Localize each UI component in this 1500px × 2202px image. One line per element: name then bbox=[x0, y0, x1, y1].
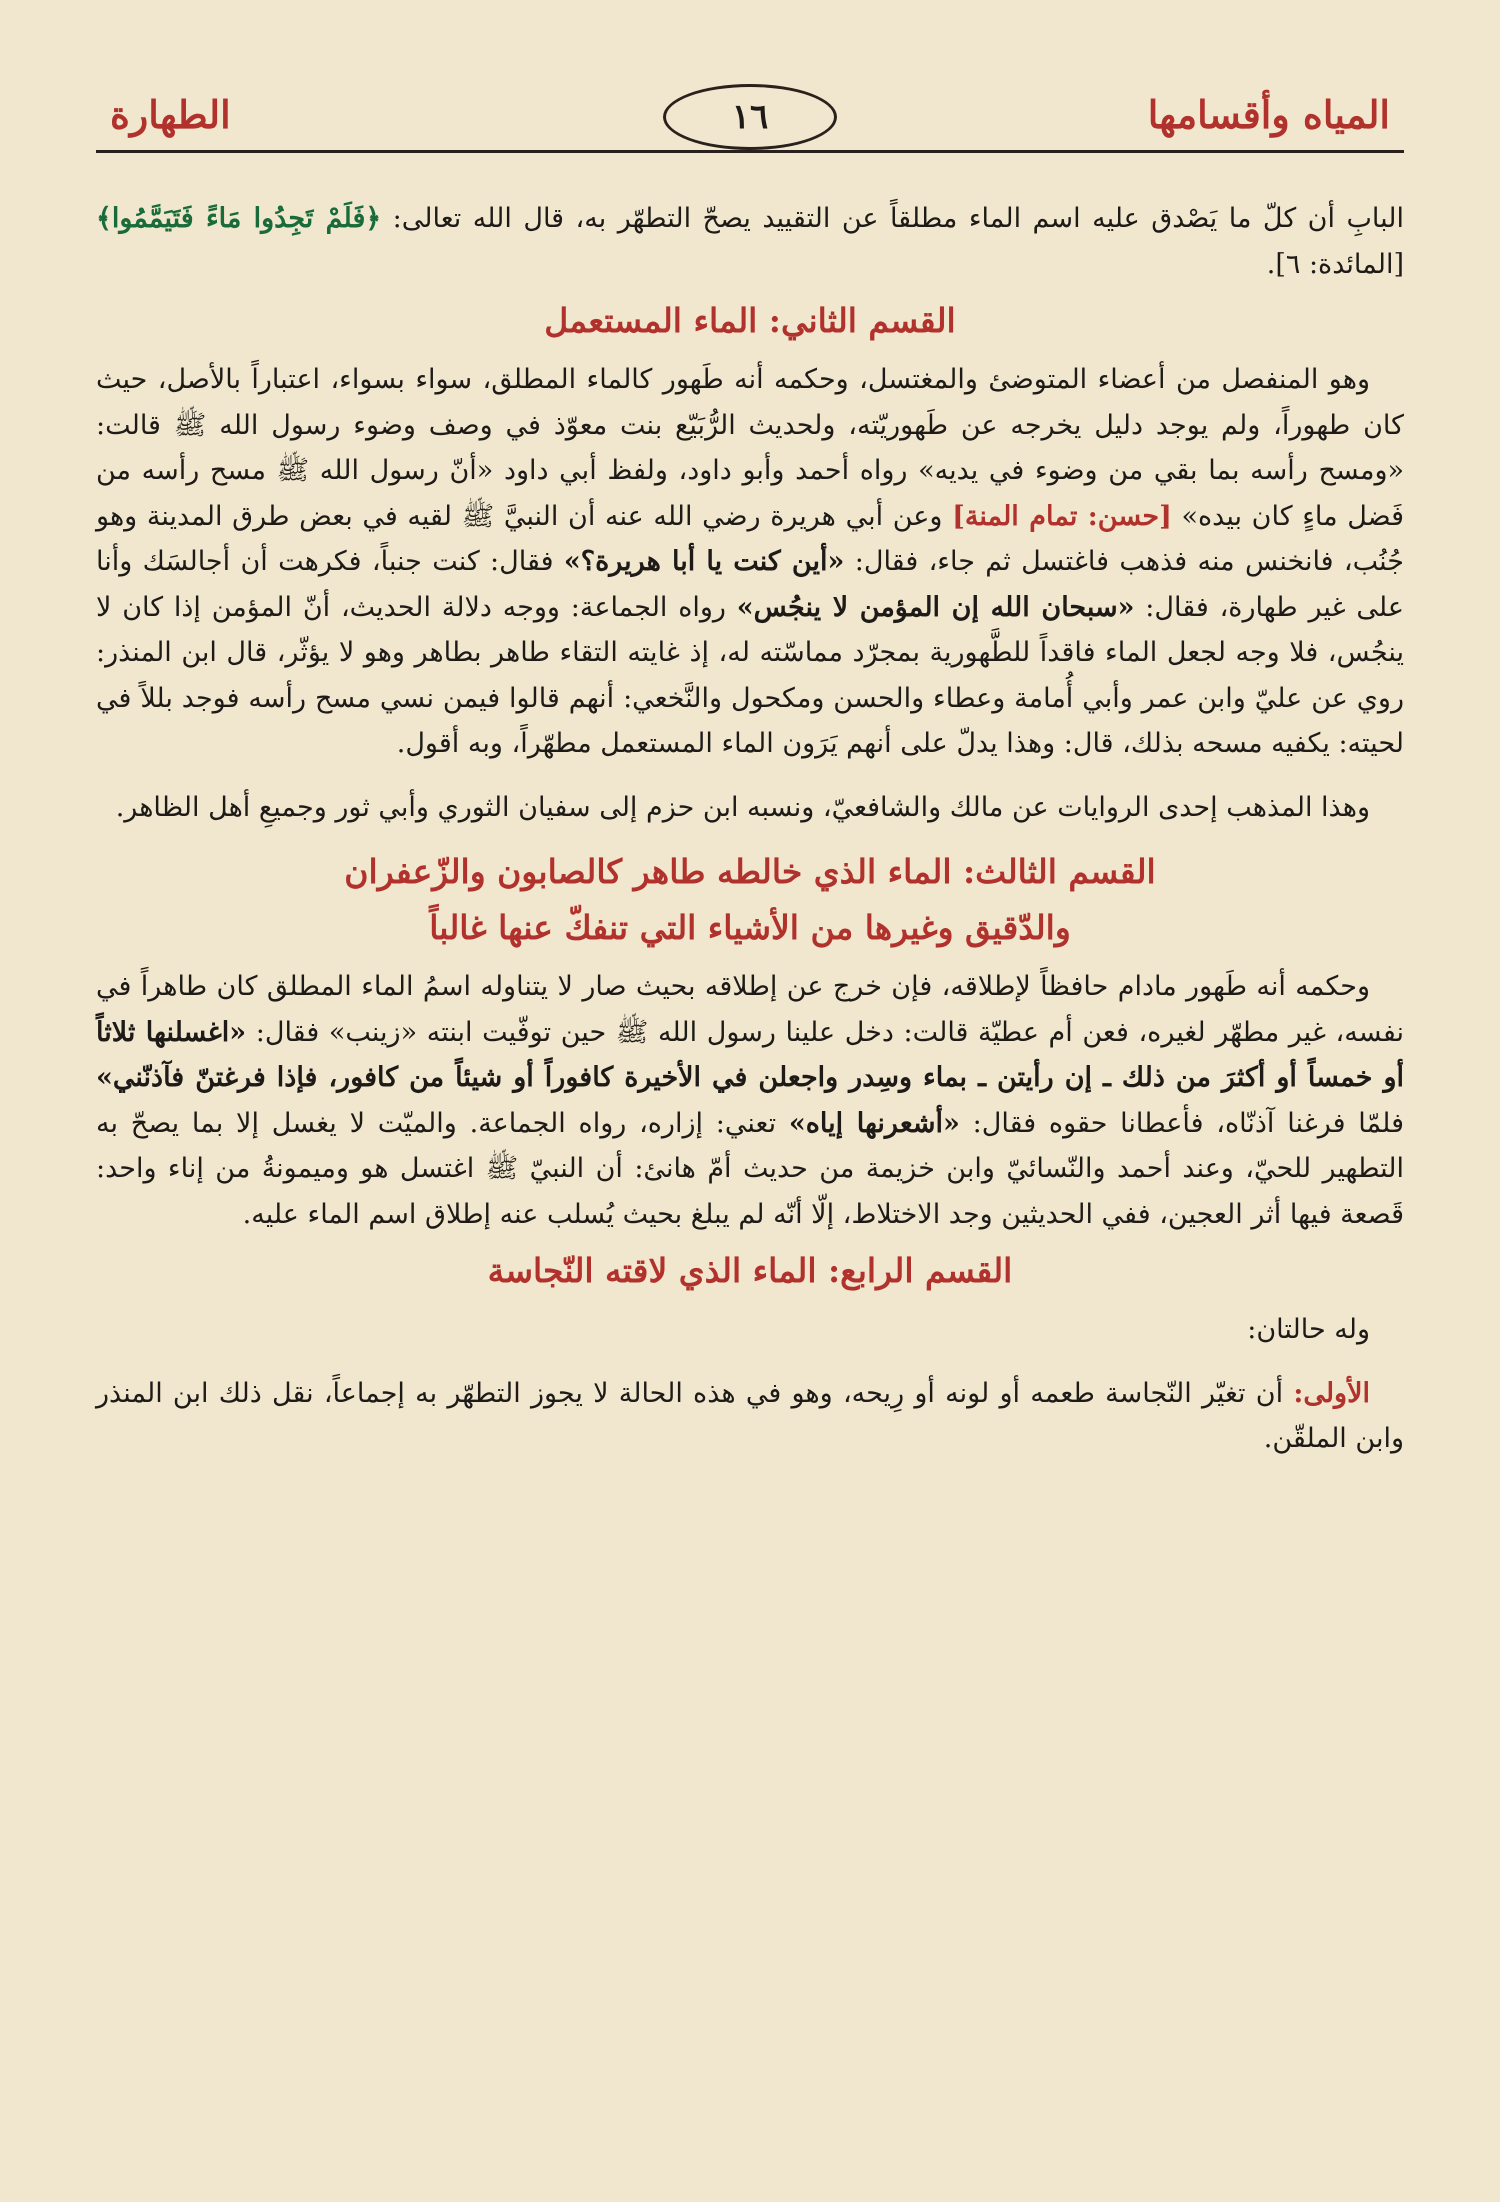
hadith-quote-4: «أشعرنها إياه» bbox=[788, 1107, 960, 1139]
hadith-quote-3: «اغسلنها ثلاثاً أو خمساً أو أكثرَ من ذلك ـ إن رأيتن ـ بماء وسِدر واجعلن في الأخيرة كافوراً أو شيئاً من كافور، فإذا فرغتنّ فآذنّني» bbox=[96, 1016, 1404, 1093]
paragraph-4-c: تعني: إزاره، رواه الجماعة. والميّت لا يغسل إلا بما يصحّ به التطهير للحيّ، وعند أحمد والنّسائيّ وابن خزيمة من حديث أمّ هانئ: أن النبيّ ﷺ اغتسل هو وميمونةُ من إناء واحد: قَصعة فيها أثر العجين، ففي الحديثين وجد الاختلاط، إلّا أنّه لم يبلغ بحيث يُسلب عنه إطلاق اسم الماء عليه. bbox=[96, 1107, 1404, 1230]
page-body bbox=[96, 196, 1404, 1462]
paragraph-6 bbox=[96, 1371, 1404, 1462]
paragraph-5: وله حالتان: bbox=[1247, 1314, 1370, 1345]
paragraph-1-text: البابِ أن كلّ ما يَصْدق عليه اسم الماء مطلقاً عن التقييد يصحّ التطهّر به، قال الله تعالى: bbox=[392, 203, 1404, 234]
section-heading-3-line-2: والدّقيق وغيرها من الأشياء التي تنفكّ عنها غالباً bbox=[429, 908, 1071, 947]
page-number: ١٦ bbox=[663, 84, 837, 150]
section-heading-3 bbox=[96, 844, 1404, 956]
paragraph-1 bbox=[96, 196, 1404, 287]
header-divider bbox=[96, 150, 1404, 153]
paragraph-4-b: فلمّا فرغنا آذنّاه، فأعطانا حقوه فقال: bbox=[959, 1107, 1404, 1139]
section-heading-4: القسم الرابع: الماء الذي لاقته النّجاسة bbox=[487, 1251, 1013, 1290]
paragraph-4 bbox=[96, 964, 1404, 1237]
page-header bbox=[110, 92, 1390, 148]
hadith-quote-1: «أين كنت يا أبا هريرة؟» bbox=[563, 546, 845, 577]
verse-reference: [المائدة: ٦]. bbox=[1266, 248, 1404, 280]
hadith-grading: [حسن: تمام المنة] bbox=[952, 500, 1172, 532]
hadith-quote-2: «سبحان الله إن المؤمن لا ينجُس» bbox=[736, 591, 1135, 623]
quran-verse: ﴿فَلَمْ تَجِدُوا مَاءً فَتَيَمَّمُوا﴾ bbox=[96, 203, 382, 234]
case-label-first: الأولى: bbox=[1293, 1377, 1370, 1409]
paragraph-2-b: وعن أبي هريرة رضي الله عنه أن النبيَّ ﷺ لقيه في بعض طرق المدينة وهو جُنُب، فانخنس منه فذهب فاغتسل ثم جاء، فقال: bbox=[96, 500, 1404, 577]
paragraph-6-text: أن تغيّر النّجاسة طعمه أو لونه أو رِيحه، وهو في هذه الحالة لا يجوز التطهّر به إجماعاً، نقل ذلك ابن المنذر وابن الملقّن. bbox=[96, 1377, 1404, 1454]
paragraph-2-a: وهو المنفصل من أعضاء المتوضئ والمغتسل، وحكمه أنه طَهور كالماء المطلق، سواء بسواء، اعتباراً بالأصل، حيث كان طهوراً، ولم يوجد دليل يخرجه عن طَهوريّته، ولحديث الرُّبَيّع بنت معوّذ في وصف وضوء رسول الله ﷺ قالت: «ومسح رأسه بما بقي من وضوء في يديه» رواه أحمد وأبو داود، ولفظ أبي داود «أنّ رسول الله ﷺ مسح رأسه من فَضل ماءٍ كان بيده» bbox=[96, 364, 1404, 532]
paragraph-3: وهذا المذهب إحدى الروايات عن مالك والشافعيّ، ونسبه ابن حزم إلى سفيان الثوري وأبي ثور وجميعِ أهل الظاهر. bbox=[115, 791, 1370, 823]
paragraph-2 bbox=[96, 357, 1404, 767]
paragraph-4-a: وحكمه أنه طَهور مادام حافظاً لإطلاقه، فإن خرج عن إطلاقه بحيث صار لا يتناوله اسمُ الماء المطلق كان طاهراً في نفسه، غير مطهّر لغيره، فعن أم عطيّة قالت: دخل علينا رسول الله ﷺ حين توفّيت ابنته «زينب» فقال: bbox=[96, 971, 1404, 1048]
section-heading-3-line-1: القسم الثالث: الماء الذي خالطه طاهر كالصابون والزّعفران bbox=[344, 852, 1156, 891]
header-section-title: المياه وأقسامها bbox=[1147, 92, 1390, 137]
paragraph-2-d: رواه الجماعة: ووجه دلالة الحديث، أنّ المؤمن إذا كان لا ينجُس، فلا وجه لجعل الماء فاقداً للطَّهورية بمجرّد مماسّته له، إذ غايته التقاء طاهر بطاهر وهو لا يؤثّر، قال ابن المنذر: روي عن عليّ وابن عمر وأبي أُمامة وعطاء والحسن ومكحول والنَّخعي: أنهم قالوا فيمن نسي مسح رأسه فوجد بللاً في لحيته: يكفيه مسحه بذلك، قال: وهذا يدلّ على أنهم يَرَون الماء المستعمل مطهّراً، وبه أقول. bbox=[96, 591, 1404, 759]
header-chapter-title: الطهارة bbox=[110, 92, 231, 137]
section-heading-2: القسم الثاني: الماء المستعمل bbox=[544, 301, 956, 340]
paragraph-2-c: فقال: كنت جنباً، فكرهت أن أجالسَك وأنا على غير طهارة، فقال: bbox=[96, 546, 1404, 623]
